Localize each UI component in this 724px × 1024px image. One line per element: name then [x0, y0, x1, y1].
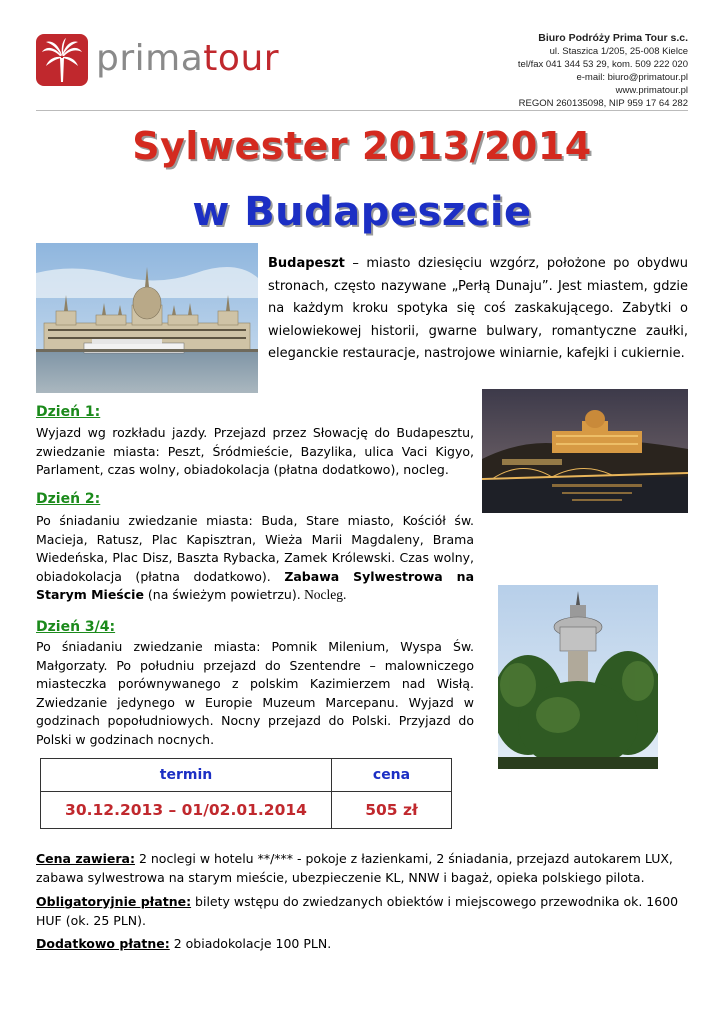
- day2-description: [36, 512, 474, 605]
- day2-text-after: (na świeżym powietrzu).: [143, 587, 301, 603]
- water-tower-photo: [498, 585, 658, 769]
- day2-highlight: Zabawa Sylwestrowa na Starym Mieście: [36, 568, 475, 603]
- day1-description: Wyjazd wg rozkładu jazdy. Przejazd przez Słowację do Budapesztu, zwiedzanie miasta: Peszt, Śródmieście, Bazylika, ulica Vaci Kigyo, Parlament, czas wolny, obiadokolacja (płatna dodatkowo), nocleg.: [36, 425, 474, 478]
- header-divider: [36, 110, 688, 111]
- day2-text-end: Nocleg.: [300, 587, 347, 603]
- price-table: [40, 758, 452, 829]
- company-address: ul. Staszica 1/205, 25-008 Kielce: [549, 46, 688, 57]
- mandatory-fees-label: Obligatoryjnie płatne:: [36, 894, 192, 909]
- intro-text: – miasto dziesięciu wzgórz, położone po obydwu stronach, często nazywane „Perłą Dunaju”. Jest miastem, gdzie na każdym kroku spotyka się coś zaskakującego. Zabytki o wielowiekowej historii, gwarne bulwary, romantyczne zaułki, eleganckie restauracje, nastrojowe winiarnie, kafejki i cukiernie.: [268, 256, 688, 361]
- company-name: Biuro Podróży Prima Tour s.c.: [538, 32, 688, 44]
- extra-fees-text: 2 obiadokolacje 100 PLN.: [169, 936, 332, 951]
- cell-term-dates: 30.12.2013 – 01/02.01.2014: [41, 792, 332, 829]
- intro-paragraph: [268, 253, 688, 366]
- company-regon-nip: REGON 260135098, NIP 959 17 64 282: [518, 98, 688, 109]
- day1-heading: Dzień 1:: [36, 404, 101, 420]
- header-cena: cena: [332, 759, 452, 792]
- brand-logo-text: [96, 36, 279, 82]
- buda-castle-night-photo: [482, 389, 688, 513]
- company-website[interactable]: www.primatour.pl: [615, 85, 688, 96]
- page-subtitle: w Budapeszcie: [192, 189, 532, 235]
- extra-fees: [36, 934, 688, 953]
- company-contact-block: [518, 32, 688, 110]
- price-includes-text: 2 noclegi w hotelu **/*** - pokoje z łazienkami, 2 śniadania, przejazd autokarem LUX, zabawa sylwestrowa na starym mieście, ubezpieczenie KL, NNW i bagaż, opieka polskiego pilota.: [36, 851, 673, 885]
- mandatory-fees-text: bilety wstępu do zwiedzanych obiektów i miejscowego przewodnika ok. 1600 HUF (ok. 25 PLN).: [36, 894, 679, 928]
- day2-text: Po śniadaniu zwiedzanie miasta: Buda, Stare miasto, Kościół św. Macieja, Ratusz, Plac Kapisztran, Wieża Marii Magdaleny, Brama Wiedeńska, Plac Disz, Baszta Rybacka, Zamek Królewski. Czas wolny, obiadokolacja (płatna dodatkowo).: [36, 513, 474, 584]
- company-phone: tel/fax 041 344 53 29, kom. 509 222 020: [517, 59, 688, 70]
- page-title: Sylwester 2013/2014: [132, 124, 592, 168]
- brand-logo-part2: tour: [203, 38, 280, 79]
- parliament-photo: [36, 243, 258, 393]
- price-includes-label: Cena zawiera:: [36, 851, 135, 866]
- header-termin: termin: [41, 759, 332, 792]
- intro-lead: Budapeszt: [268, 256, 345, 271]
- price-table-row: [41, 792, 452, 829]
- company-email[interactable]: e-mail: biuro@primatour.pl: [576, 72, 688, 83]
- extra-fees-label: Dodatkowo płatne:: [36, 936, 170, 951]
- day2-heading: Dzień 2:: [36, 491, 101, 507]
- day3-heading: Dzień 3/4:: [36, 619, 116, 635]
- brand-logo-part1: prima: [96, 38, 204, 79]
- day3-description: Po śniadaniu zwiedzanie miasta: Pomnik Milenium, Wyspa Św. Małgorzaty. Po południu przejazd do Szentendre – malowniczego miasteczka porównywanego z polskim Kazimierzem nad Wisłą. Zwiedzanie jedynego w Europie Muzeum Marcepanu. Wyjazd w godzinach popołudniowych. Nocny przejazd do Polski. Przyjazd do Polski w godzinach nocnych.: [36, 639, 474, 747]
- price-includes: [36, 849, 688, 887]
- mandatory-fees: [36, 892, 688, 930]
- price-table-header: [41, 759, 452, 792]
- cell-price: 505 zł: [332, 792, 452, 829]
- palm-logo-icon: [36, 34, 88, 86]
